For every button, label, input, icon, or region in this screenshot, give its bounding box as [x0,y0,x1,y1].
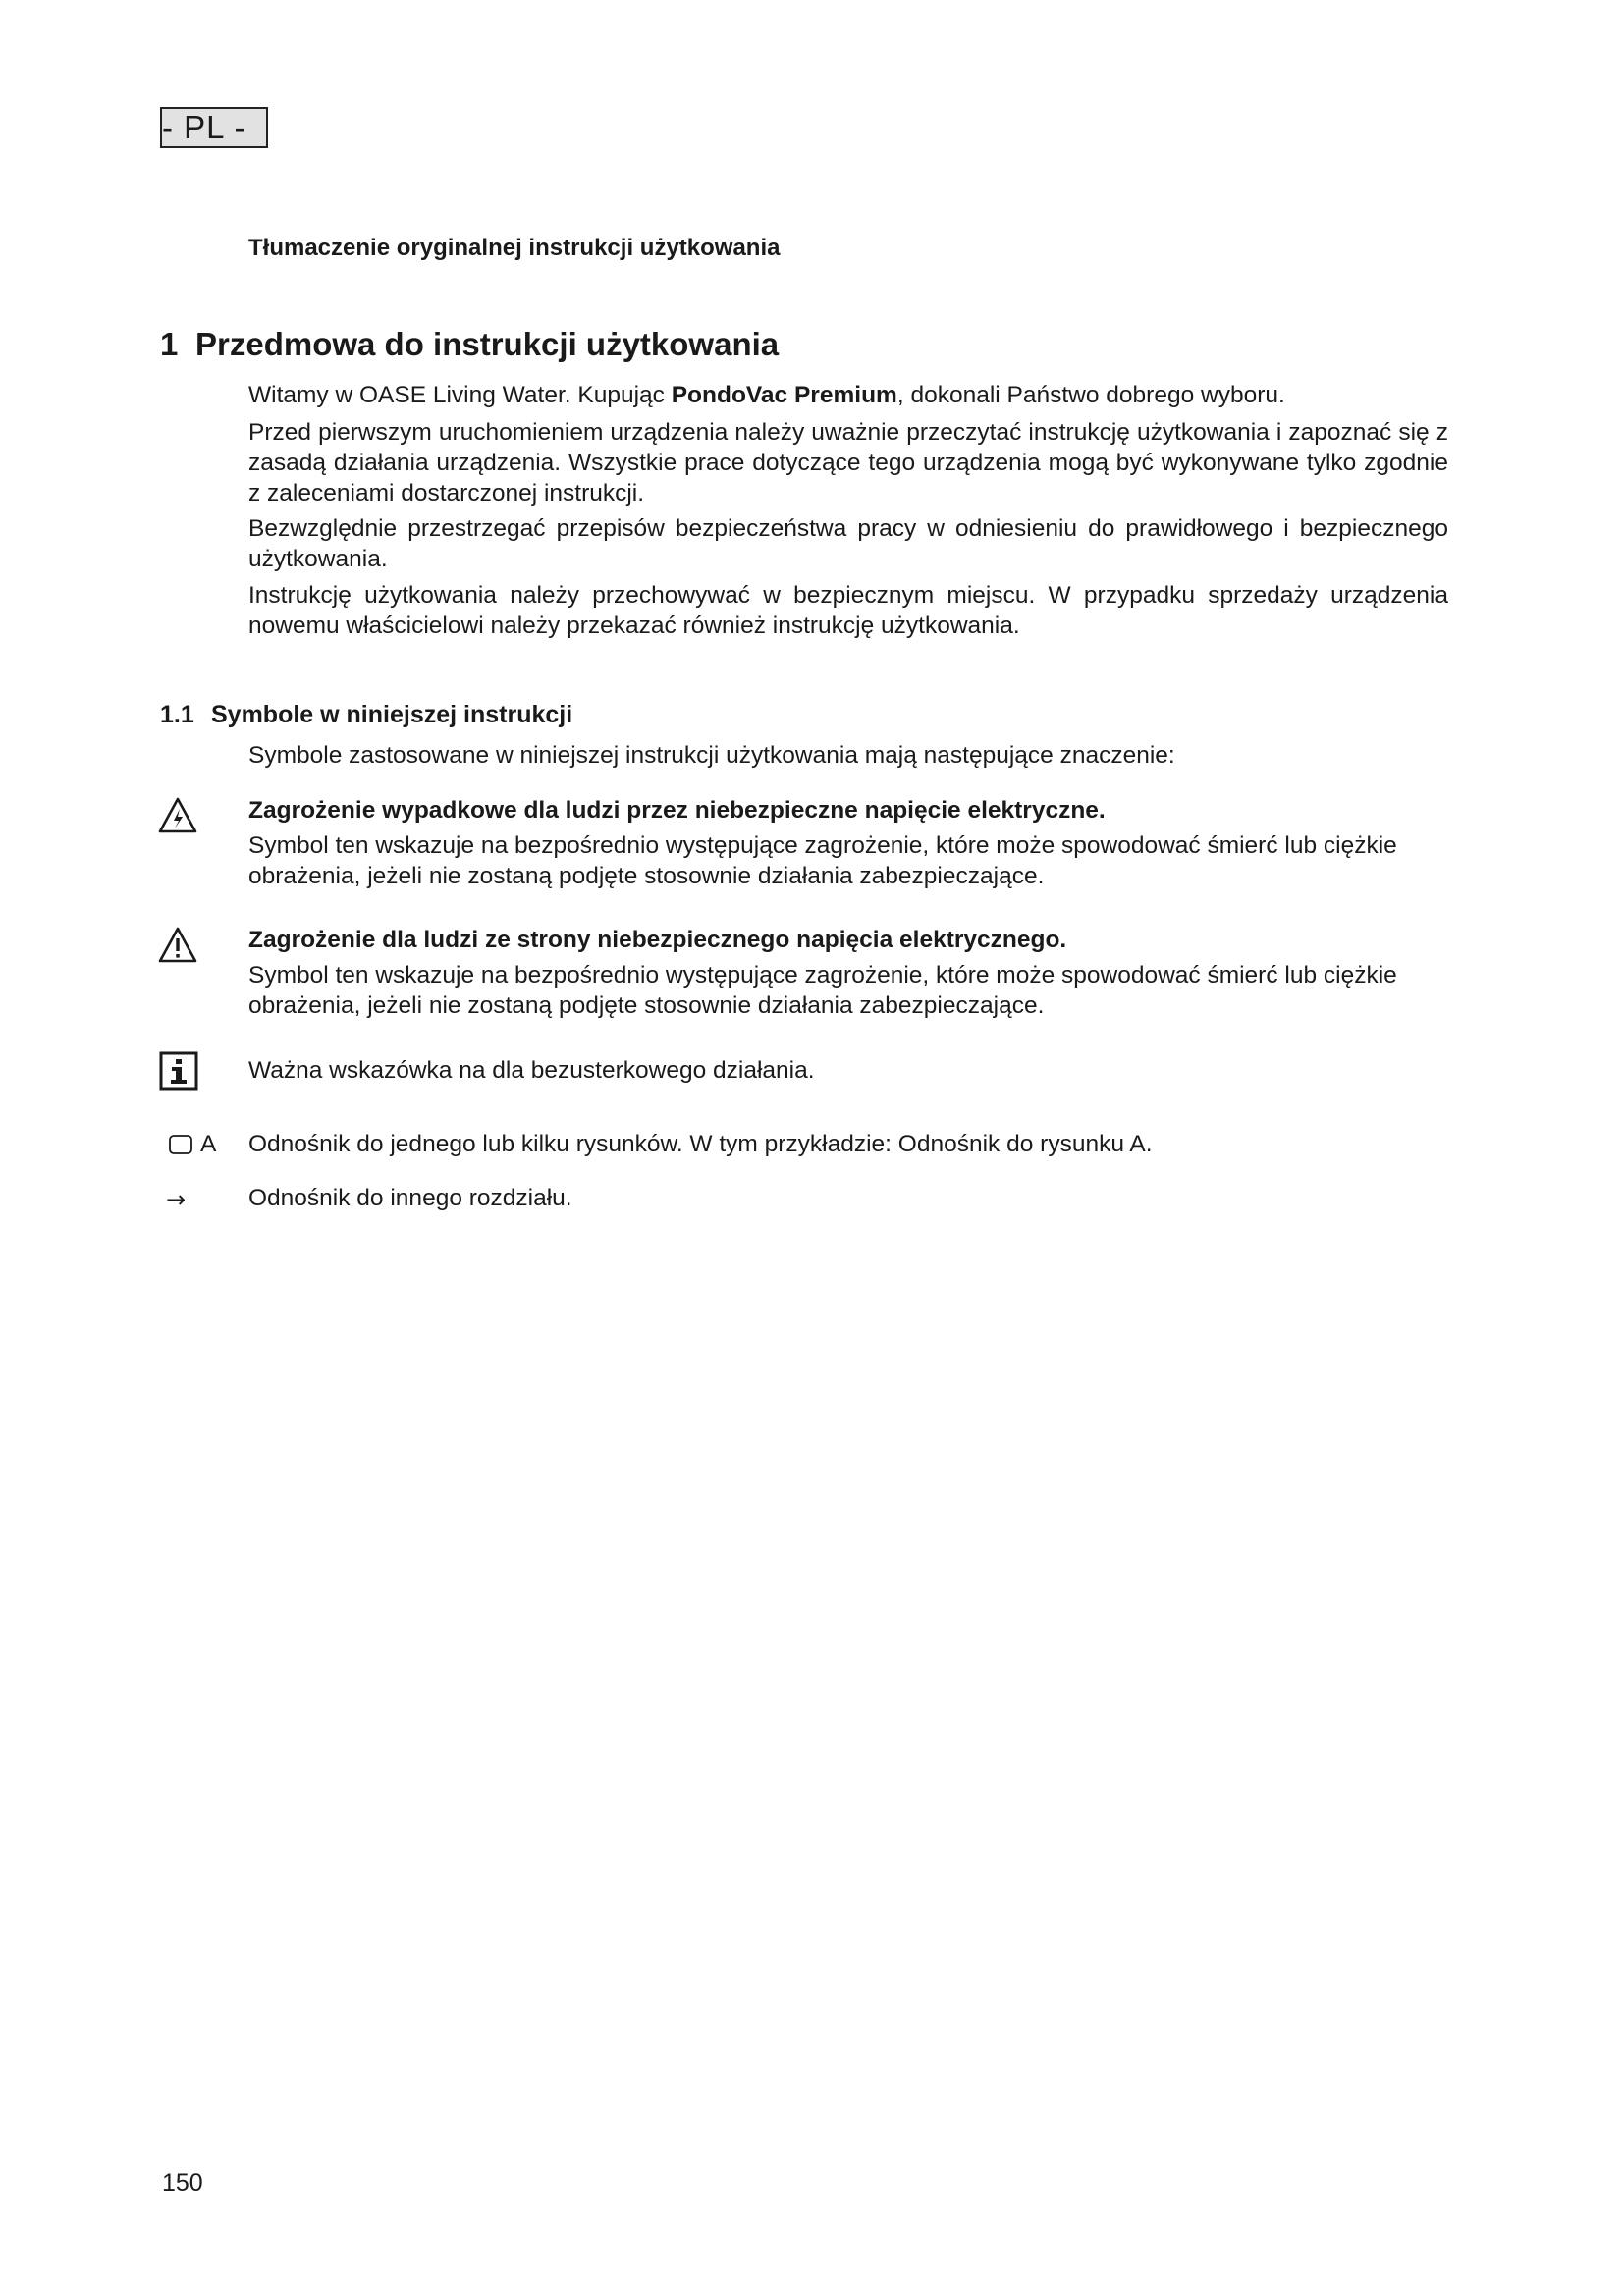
section-1-paragraph-2: Przed pierwszym uruchomieniem urządzenia należy uważnie przeczytać instrukcję użytkowania i zapoznać się z zasadą działania urządzenia. Wszystkie prace dotyczące tego urządzenia mogą być wykonywane tylko zgodnie z zaleceniami dostarczonej instrukcji. [248,419,1448,507]
info-icon [159,1051,198,1095]
section-1-1-intro: Symbole zastosowane w niniejszej instrukcji użytkowania mają następujące znaczenie: [248,742,1175,769]
chapter-reference-text: Odnośnik do innego rozdziału. [248,1185,572,1211]
product-name: PondoVac Premium [671,382,897,408]
paragraph-1-text-start: Witamy w OASE Living Water. Kupując [248,382,672,408]
info-text: Ważna wskazówka na dla bezusterkowego działania. [248,1057,815,1084]
section-1-paragraph-3: Bezwzględnie przestrzegać przepisów bezpieczeństwa pracy w odniesieniu do prawidłowego i bezpiecznego użytkowania. [248,515,1448,572]
section-1-number: 1 [160,326,179,362]
paragraph-1-text-end: , dokonali Państwo dobrego wyboru. [896,382,1285,408]
figure-reference-label: A [200,1131,217,1157]
section-1-paragraph-4: Instrukcję użytkowania należy przechowywać w bezpiecznym miejscu. W przypadku sprzedaży urządzenia nowemu właścicielowi należy przekazać również instrukcję użytkowania. [248,582,1448,639]
figure-reference-text: Odnośnik do jednego lub kilku rysunków. W tym przykładzie: Odnośnik do rysunku A. [248,1131,1153,1157]
page-number: 150 [162,2169,203,2197]
section-1-1-heading [160,701,572,729]
electrical-warning-icon [157,796,198,840]
section-1-title: Przedmowa do instrukcji użytkowania [195,326,780,362]
symbol-2-text: Symbol ten wskazuje na bezpośrednio występujące zagrożenie, które może spowodować śmierć lub ciężkie obrażenia, jeżeli nie zostaną podjęte stosownie działania zabezpieczające. [248,962,1397,1019]
figure-reference-icon [168,1134,193,1160]
general-warning-icon [157,926,198,970]
language-badge: - PL - [160,107,268,148]
section-1-1-number: 1.1 [160,701,194,728]
section-1-paragraph-1 [248,380,1448,410]
symbol-1-heading: Zagrożenie wypadkowe dla ludzi przez niebezpieczne napięcie elektryczne. [248,797,1106,824]
symbol-2-heading: Zagrożenie dla ludzi ze strony niebezpiecznego napięcia elektrycznego. [248,927,1067,953]
symbol-1-text: Symbol ten wskazuje na bezpośrednio występujące zagrożenie, które może spowodować śmierć lub ciężkie obrażenia, jeżeli nie zostaną podjęte stosownie działania zabezpieczające. [248,832,1397,889]
document-subtitle: Tłumaczenie oryginalnej instrukcji użytkowania [248,235,781,261]
arrow-right-icon: → [166,1186,187,1213]
section-1-1-title: Symbole w niniejszej instrukcji [211,701,573,728]
section-1-heading [160,326,779,363]
